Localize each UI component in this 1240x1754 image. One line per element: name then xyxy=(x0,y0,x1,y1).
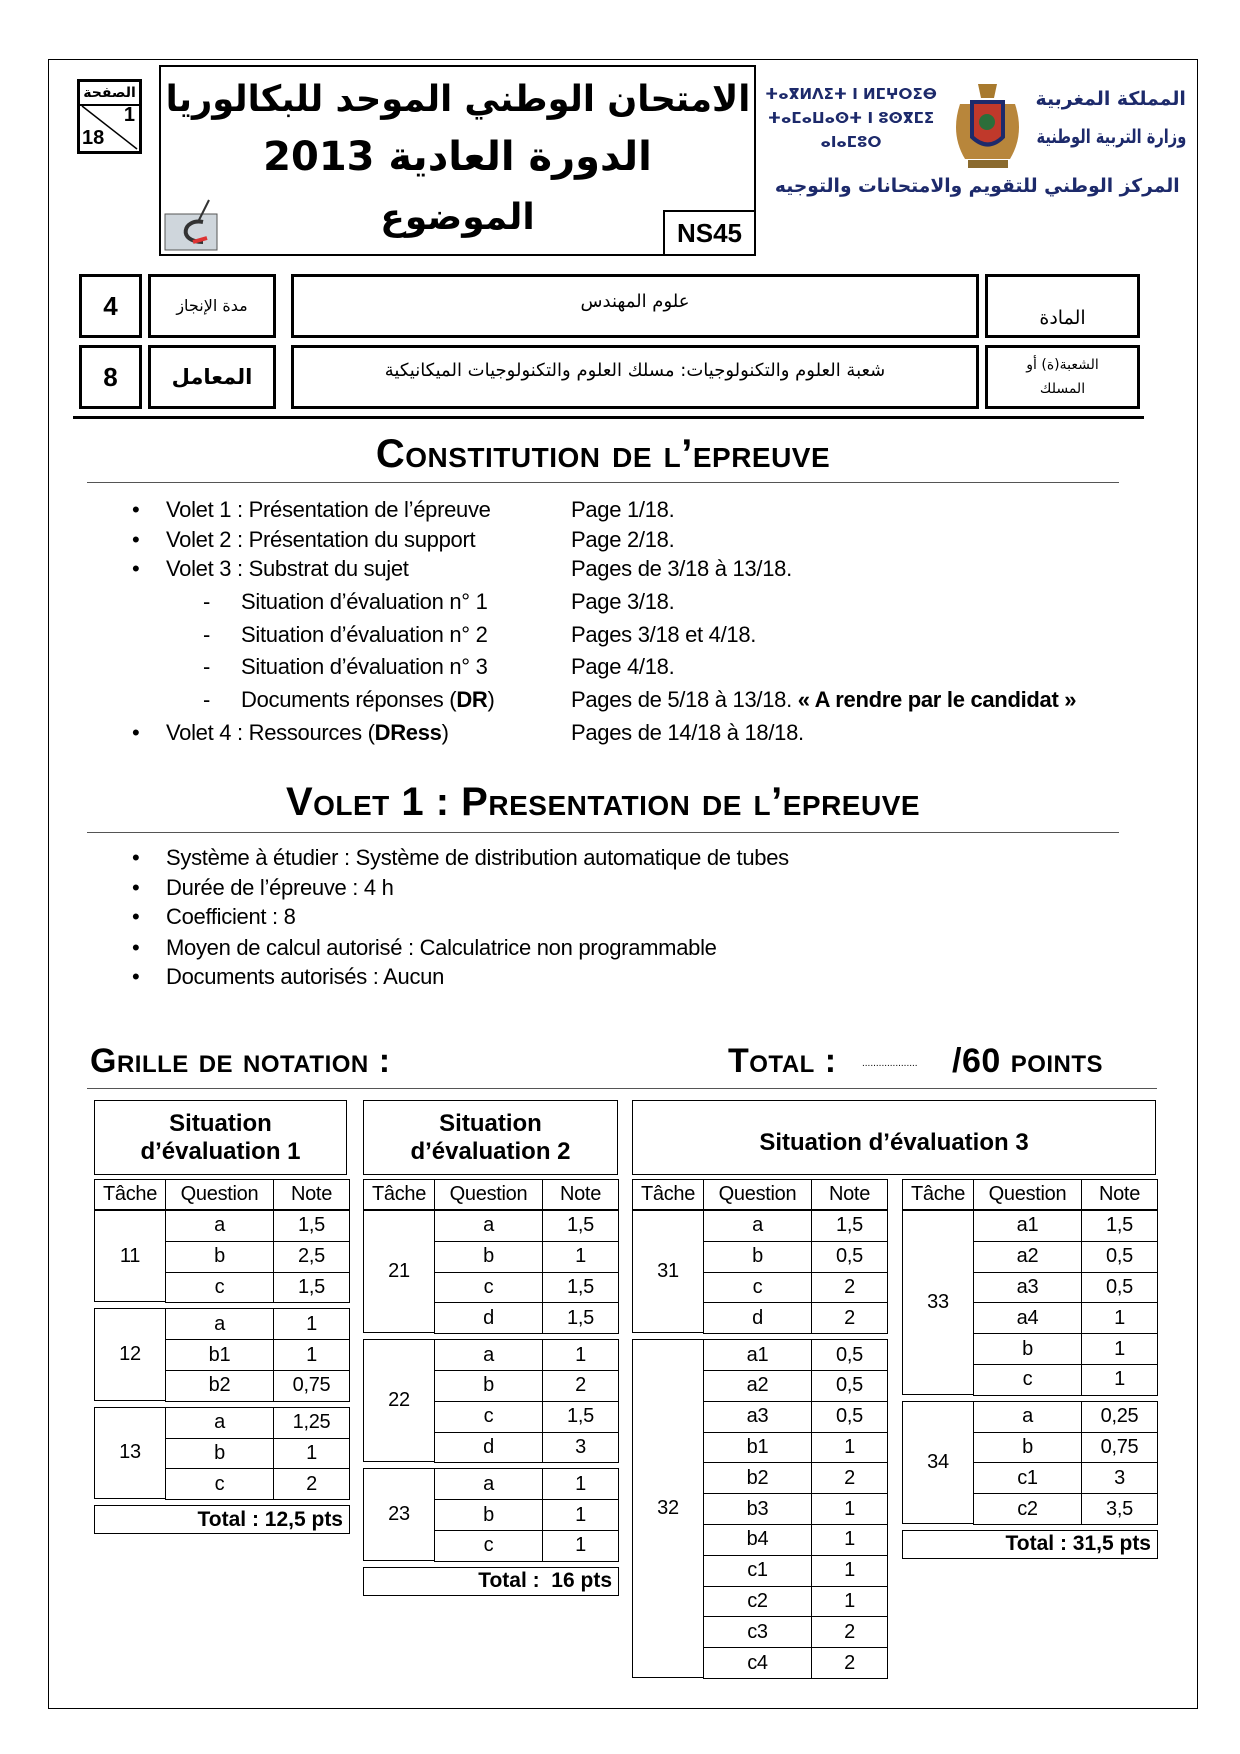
label-bold: DR xyxy=(456,687,488,712)
tifinagh-line: ⴰⵏⴰⵎⵓⵔ xyxy=(820,133,882,151)
note-cell: 2 xyxy=(811,1302,888,1334)
note-cell: 0,5 xyxy=(811,1370,888,1402)
note-cell: 0,75 xyxy=(1081,1432,1158,1464)
branch-label: الشعبة(ة) أو المسلك xyxy=(985,345,1140,409)
question-cell: c xyxy=(434,1272,543,1304)
page-label: الصفحة xyxy=(80,82,139,106)
note-cell: 1,5 xyxy=(542,1302,619,1334)
question-cell: c3 xyxy=(703,1616,812,1648)
label-end: ) xyxy=(441,720,449,745)
question-cell: d xyxy=(703,1302,812,1334)
note-cell: 1,5 xyxy=(811,1210,888,1242)
question-cell: a xyxy=(165,1210,274,1242)
list-item-page xyxy=(571,622,1191,648)
label-text: Situation d’évaluation n° 2 xyxy=(241,622,488,647)
note-cell: 2 xyxy=(811,1462,888,1494)
note-cell: 3 xyxy=(1081,1462,1158,1494)
question-cell: a xyxy=(434,1210,543,1242)
page-text: Pages 3/18 et 4/18. xyxy=(571,622,757,647)
branch-value-box xyxy=(291,345,979,409)
volet1-divider xyxy=(87,832,1119,833)
situation-2-title: Situation d’évaluation 2 xyxy=(363,1100,618,1175)
note-cell: 1 xyxy=(1081,1302,1158,1334)
note-cell: 2 xyxy=(542,1370,619,1402)
bullet-icon: • xyxy=(132,964,140,989)
bullet-icon: • xyxy=(132,720,140,745)
question-cell: c xyxy=(165,1468,274,1500)
ministry-row xyxy=(1036,122,1186,152)
list-item-page xyxy=(571,497,1191,523)
question-cell: a xyxy=(434,1339,543,1371)
note-cell: 1 xyxy=(542,1339,619,1371)
bullet-icon: • xyxy=(132,497,140,522)
bullet-icon: • xyxy=(132,556,140,581)
list-item-label-text xyxy=(241,654,488,680)
note-cell: 0,5 xyxy=(1081,1241,1158,1273)
column-header: Note xyxy=(811,1179,888,1210)
task-cell: 22 xyxy=(363,1339,435,1462)
label-bold: DRess xyxy=(374,720,442,745)
bullet-icon: • xyxy=(132,935,140,960)
question-cell: a3 xyxy=(973,1272,1082,1304)
coat-of-arms-icon xyxy=(940,74,1035,179)
column-header: Tâche xyxy=(902,1179,974,1210)
column-header: Tâche xyxy=(363,1179,435,1210)
note-cell: 2 xyxy=(811,1272,888,1304)
kingdom-row xyxy=(1036,84,1186,114)
note-cell: 2 xyxy=(811,1647,888,1679)
note-cell: 0,5 xyxy=(1081,1272,1158,1304)
exam-title-row xyxy=(165,73,750,125)
tifinagh-line: ⵜⴰⵎⴰⵡⴰⵙⵜ ⵏ ⵓⵙⴳⵎⵉ xyxy=(767,109,935,127)
question-cell: b xyxy=(434,1241,543,1273)
question-cell: b xyxy=(165,1241,274,1273)
question-cell: c xyxy=(434,1530,543,1562)
list-item-label-text xyxy=(241,622,488,648)
question-cell: b xyxy=(973,1333,1082,1365)
page-text: Page 3/18. xyxy=(571,589,675,614)
question-cell: a1 xyxy=(703,1339,812,1371)
task-cell: 21 xyxy=(363,1210,435,1333)
task-cell: 32 xyxy=(632,1339,704,1678)
grille-divider xyxy=(87,1088,1157,1089)
list-item-page-text xyxy=(571,654,674,680)
list-item-page xyxy=(571,654,1191,680)
total-cell: Total : 31,5 pts xyxy=(902,1530,1158,1559)
situation-1-title: Situation d’évaluation 1 xyxy=(94,1100,347,1175)
label-text: Documents réponses ( xyxy=(241,687,457,712)
question-cell: a xyxy=(165,1407,274,1439)
exam-title-box xyxy=(159,65,756,256)
question-cell: a2 xyxy=(973,1241,1082,1273)
question-cell: a4 xyxy=(973,1302,1082,1334)
list-item-page xyxy=(571,720,1191,746)
grille-title: Grille de notation : xyxy=(90,1042,391,1080)
branch-value: شعبة العلوم والتكنولوجيات: مسلك العلوم والتكنولوجيات الميكانيكية xyxy=(384,360,886,381)
question-cell: c xyxy=(165,1272,274,1304)
subject-value-box xyxy=(291,274,979,338)
note-cell: 2,5 xyxy=(273,1241,350,1273)
exam-subject-label: الموضوع xyxy=(380,196,535,238)
list-item-page xyxy=(571,556,1191,582)
question-cell: a2 xyxy=(703,1370,812,1402)
page-total: 18 xyxy=(82,127,105,149)
list-item-page-text xyxy=(571,720,804,746)
bullet-icon: • xyxy=(132,527,140,552)
tifinagh-text xyxy=(765,82,937,154)
list-item-label-text xyxy=(166,527,475,553)
subject-label: المادة xyxy=(985,274,1140,338)
task-cell: 33 xyxy=(902,1210,974,1395)
total-cell: Total : 12,5 pts xyxy=(94,1505,350,1534)
list-item-label-text xyxy=(241,589,488,615)
list-item-page xyxy=(571,687,1191,713)
bullet-icon: • xyxy=(132,904,140,929)
label-text: Volet 1 : Présentation de l’épreuve xyxy=(166,497,491,522)
note-cell: 0,5 xyxy=(811,1339,888,1371)
label-end: ) xyxy=(487,687,495,712)
question-cell: b xyxy=(973,1432,1082,1464)
center-name: المركز الوطني للتقويم والامتحانات والتوجيه xyxy=(775,175,1180,197)
question-cell: b3 xyxy=(703,1493,812,1525)
tifinagh-line: ⵜⴰⴳⵍⴷⵉⵜ ⵏ ⵍⵎⵖⵔⵉⴱ xyxy=(765,85,937,103)
column-header: Question xyxy=(434,1179,543,1210)
list-item-label xyxy=(241,687,560,713)
note-cell: 1,5 xyxy=(542,1272,619,1304)
grille-total-points: /60 points xyxy=(952,1042,1104,1080)
question-cell: c xyxy=(434,1401,543,1433)
task-cell: 34 xyxy=(902,1401,974,1524)
list-item-label-text xyxy=(166,497,491,523)
grille-total-dots: .................... xyxy=(862,1058,918,1069)
list-item-page-text xyxy=(571,622,756,648)
grille-total-label: Total : xyxy=(728,1042,837,1080)
note-cell: 2 xyxy=(273,1468,350,1500)
note-cell: 0,5 xyxy=(811,1401,888,1433)
exam-logo-icon xyxy=(163,198,221,252)
volet1-item: Coefficient : 8 xyxy=(166,904,296,929)
question-cell: b xyxy=(165,1438,274,1470)
constitution-title: Constitution de l’epreuve xyxy=(375,432,831,476)
volet1-item: Moyen de calcul autorisé : Calculatrice non programmable xyxy=(166,935,717,960)
page-text: Page 1/18. xyxy=(571,497,675,522)
column-header: Note xyxy=(273,1179,350,1210)
list-item-label xyxy=(166,720,560,746)
list-item-label-text xyxy=(241,687,495,713)
task-cell: 12 xyxy=(94,1308,166,1400)
note-cell: 1 xyxy=(811,1493,888,1525)
list-item-page-text xyxy=(571,556,792,582)
task-cell: 31 xyxy=(632,1210,704,1333)
list-item-label xyxy=(166,556,560,582)
label-text: Volet 3 : Substrat du sujet xyxy=(166,556,409,581)
note-cell: 1 xyxy=(273,1339,350,1371)
note-cell: 1,5 xyxy=(542,1401,619,1433)
note-cell: 1,5 xyxy=(273,1272,350,1304)
duration-value: 4 xyxy=(79,274,142,338)
note-cell: 1 xyxy=(1081,1333,1158,1365)
note-cell: 1 xyxy=(542,1499,619,1531)
question-cell: b xyxy=(434,1370,543,1402)
question-cell: c2 xyxy=(973,1493,1082,1525)
dash-icon: - xyxy=(203,654,211,679)
column-header: Question xyxy=(973,1179,1082,1210)
page-text: Pages de 5/18 à 13/18. xyxy=(571,687,792,712)
exam-session: الدورة العادية 2013 xyxy=(263,134,652,180)
list-item-page-text xyxy=(571,497,674,523)
kingdom-name: المملكة المغربية xyxy=(1036,88,1186,110)
page-text: Page 4/18. xyxy=(571,654,675,679)
exam-code: NS45 xyxy=(663,210,756,256)
question-cell: d xyxy=(434,1302,543,1334)
subject-value: علوم المهندس xyxy=(580,291,690,312)
question-cell: a xyxy=(973,1401,1082,1433)
question-cell: b2 xyxy=(703,1462,812,1494)
header-divider xyxy=(73,416,1144,419)
note-cell: 1 xyxy=(811,1586,888,1618)
note-cell: 2 xyxy=(811,1616,888,1648)
page-text: Pages de 14/18 à 18/18. xyxy=(571,720,804,745)
note-cell: 1 xyxy=(542,1241,619,1273)
task-cell: 11 xyxy=(94,1210,166,1302)
exam-title: الامتحان الوطني الموحد للبكالوريا xyxy=(165,78,750,120)
question-cell: c1 xyxy=(973,1462,1082,1494)
label-text: Situation d’évaluation n° 1 xyxy=(241,589,488,614)
page-text: Pages de 3/18 à 13/18. xyxy=(571,556,792,581)
column-header: Question xyxy=(165,1179,274,1210)
exam-session-row xyxy=(165,129,750,185)
list-item-label xyxy=(166,527,560,553)
duration-label: مدة الإنجاز xyxy=(148,274,276,338)
note-cell: 0,25 xyxy=(1081,1401,1158,1433)
bullet-icon: • xyxy=(132,845,140,870)
column-header: Tâche xyxy=(94,1179,166,1210)
volet1-title: Volet 1 : Presentation de l’epreuve xyxy=(285,780,921,824)
question-cell: b1 xyxy=(703,1432,812,1464)
total-cell: Total : 16 pts xyxy=(363,1567,619,1596)
label-text: Volet 4 : Ressources ( xyxy=(166,720,375,745)
note-cell: 3 xyxy=(542,1432,619,1464)
volet1-item: Durée de l’épreuve : 4 h xyxy=(166,875,394,900)
coef-label: المعامل xyxy=(148,345,276,409)
tifinagh-row xyxy=(765,106,937,130)
note-cell: 1 xyxy=(273,1438,350,1470)
list-item-label-text xyxy=(166,720,449,746)
page-bold-note: « A rendre par le candidat » xyxy=(791,687,1077,712)
note-cell: 1,5 xyxy=(1081,1210,1158,1242)
page-text: Page 2/18. xyxy=(571,527,675,552)
dash-icon: - xyxy=(203,687,211,712)
note-cell: 0,5 xyxy=(811,1241,888,1273)
list-item-label xyxy=(241,589,560,615)
situation-3-title: Situation d’évaluation 3 xyxy=(632,1100,1156,1175)
list-item-label xyxy=(166,497,560,523)
note-cell: 1 xyxy=(1081,1364,1158,1396)
center-row xyxy=(775,170,1180,202)
dash-icon: - xyxy=(203,589,211,614)
list-item-page-text xyxy=(571,589,674,615)
question-cell: b4 xyxy=(703,1524,812,1556)
note-cell: 1,25 xyxy=(273,1407,350,1439)
question-cell: b xyxy=(703,1241,812,1273)
question-cell: b2 xyxy=(165,1370,274,1402)
note-cell: 1 xyxy=(542,1468,619,1500)
dash-icon: - xyxy=(203,622,211,647)
volet1-item: Système à étudier : Système de distribution automatique de tubes xyxy=(166,845,789,870)
column-header: Question xyxy=(703,1179,812,1210)
question-cell: b1 xyxy=(165,1339,274,1371)
question-cell: a xyxy=(165,1308,274,1340)
column-header: Tâche xyxy=(632,1179,704,1210)
question-cell: a xyxy=(434,1468,543,1500)
note-cell: 1,5 xyxy=(273,1210,350,1242)
label-text: Volet 2 : Présentation du support xyxy=(166,527,476,552)
note-cell: 1 xyxy=(273,1308,350,1340)
question-cell: a1 xyxy=(973,1210,1082,1242)
page-number-box xyxy=(77,79,142,154)
question-cell: a xyxy=(703,1210,812,1242)
question-cell: d xyxy=(434,1432,543,1464)
tifinagh-row xyxy=(765,130,937,154)
question-cell: c4 xyxy=(703,1647,812,1679)
list-item-page-text xyxy=(571,687,1076,713)
column-header: Note xyxy=(542,1179,619,1210)
question-cell: a3 xyxy=(703,1401,812,1433)
list-item-page xyxy=(571,527,1191,553)
note-cell: 1 xyxy=(811,1524,888,1556)
question-cell: c xyxy=(973,1364,1082,1396)
task-cell: 13 xyxy=(94,1407,166,1499)
note-cell: 1 xyxy=(542,1530,619,1562)
note-cell: 1 xyxy=(811,1555,888,1587)
task-cell: 23 xyxy=(363,1468,435,1560)
question-cell: c xyxy=(703,1272,812,1304)
volet1-item: Documents autorisés : Aucun xyxy=(166,964,445,989)
list-item-label xyxy=(241,622,560,648)
question-cell: c1 xyxy=(703,1555,812,1587)
note-cell: 1,5 xyxy=(542,1210,619,1242)
list-item-page xyxy=(571,589,1191,615)
note-cell: 1 xyxy=(811,1432,888,1464)
list-item-label-text xyxy=(166,556,409,582)
column-header: Note xyxy=(1081,1179,1158,1210)
question-cell: b xyxy=(434,1499,543,1531)
list-item-page-text xyxy=(571,527,674,553)
constitution-divider xyxy=(87,482,1119,483)
tifinagh-row xyxy=(765,82,937,106)
question-cell: c2 xyxy=(703,1586,812,1618)
label-text: Situation d’évaluation n° 3 xyxy=(241,654,488,679)
note-cell: 3,5 xyxy=(1081,1493,1158,1525)
note-cell: 0,75 xyxy=(273,1370,350,1402)
page-current: 1 xyxy=(123,104,135,126)
ministry-name: وزارة التربية الوطنية xyxy=(1036,126,1186,148)
coef-value: 8 xyxy=(79,345,142,409)
exam-subject-row xyxy=(261,189,654,245)
bullet-icon: • xyxy=(132,875,140,900)
list-item-label xyxy=(241,654,560,680)
